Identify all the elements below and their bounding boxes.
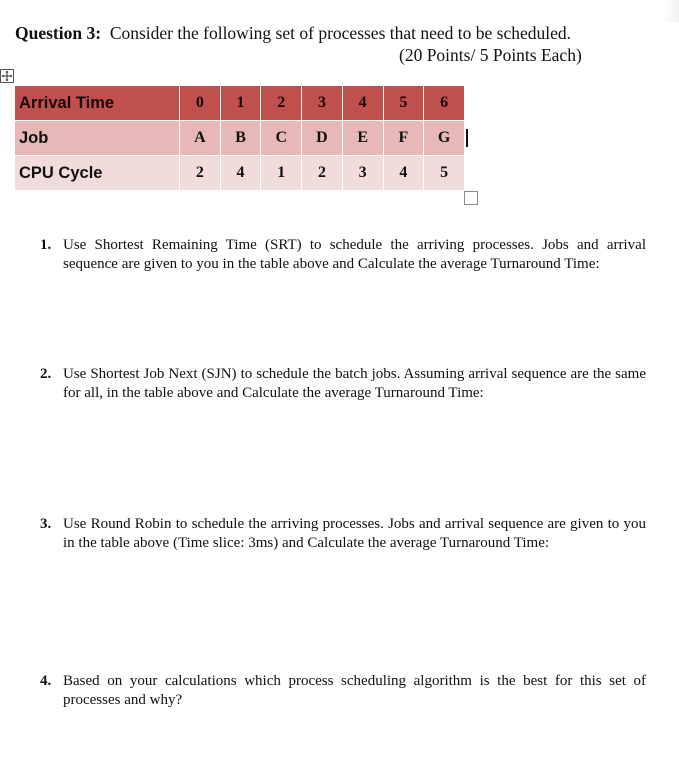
table-cell: 3 xyxy=(302,86,343,121)
table-cell: 6 xyxy=(424,86,465,121)
question-heading xyxy=(15,23,655,43)
task-number: 2. xyxy=(40,366,52,382)
table-cell: C xyxy=(261,121,302,156)
row-label: Job xyxy=(15,121,180,156)
task-item xyxy=(40,365,646,402)
task-text: Based on your calculations which process scheduling algorithm is the best for this set of processes and why? xyxy=(63,673,646,708)
task-text: Use Shortest Job Next (SJN) to schedule the batch jobs. Assuming arrival sequence are the same for all, in the table above and Calculate the average Turnaround Time: xyxy=(63,366,646,401)
table-cell: 2 xyxy=(180,156,221,191)
points-note: (20 Points/ 5 Points Each) xyxy=(399,45,582,65)
row-label: CPU Cycle xyxy=(15,156,180,191)
table-cell: E xyxy=(342,121,383,156)
task-text: Use Shortest Remaining Time (SRT) to schedule the arriving processes. Jobs and arrival sequence are given to you in the table above and Calculate the average Turnaround Time: xyxy=(63,237,646,272)
table-cell: 3 xyxy=(342,156,383,191)
table-cell: B xyxy=(220,121,261,156)
table-cell: 4 xyxy=(342,86,383,121)
table-cell: 5 xyxy=(424,156,465,191)
cpu-cycle-row xyxy=(15,156,465,191)
job-row xyxy=(15,121,465,156)
table-cell: 5 xyxy=(383,86,424,121)
page-corner-shade xyxy=(663,0,679,22)
arrival-time-row xyxy=(15,86,465,121)
question-text: Consider the following set of processes that need to be scheduled. xyxy=(109,23,572,43)
table-move-handle-icon[interactable] xyxy=(0,69,14,83)
table-cell: F xyxy=(383,121,424,156)
table-cell: 4 xyxy=(383,156,424,191)
task-number: 3. xyxy=(40,516,52,532)
table-cell: 4 xyxy=(220,156,261,191)
table-cell: A xyxy=(180,121,221,156)
table-resize-handle[interactable] xyxy=(464,191,478,205)
task-text: Use Round Robin to schedule the arriving processes. Jobs and arrival sequence are given to you in the table above (Time slice: 3ms) and Calculate the average Turnaround Time: xyxy=(63,516,646,551)
table-cell: 1 xyxy=(220,86,261,121)
table-cell: D xyxy=(302,121,343,156)
task-number: 1. xyxy=(40,237,52,253)
table-cell: 0 xyxy=(180,86,221,121)
table-cell: 1 xyxy=(261,156,302,191)
task-item xyxy=(40,236,646,273)
task-number: 4. xyxy=(40,673,52,689)
table-cell: 2 xyxy=(261,86,302,121)
process-table xyxy=(15,86,465,191)
table-cell: G xyxy=(424,121,465,156)
question-label: Question 3: xyxy=(15,23,102,43)
task-item xyxy=(40,672,646,709)
task-item xyxy=(40,515,646,552)
text-cursor xyxy=(466,129,468,147)
row-label: Arrival Time xyxy=(15,86,180,121)
table-cell: 2 xyxy=(302,156,343,191)
